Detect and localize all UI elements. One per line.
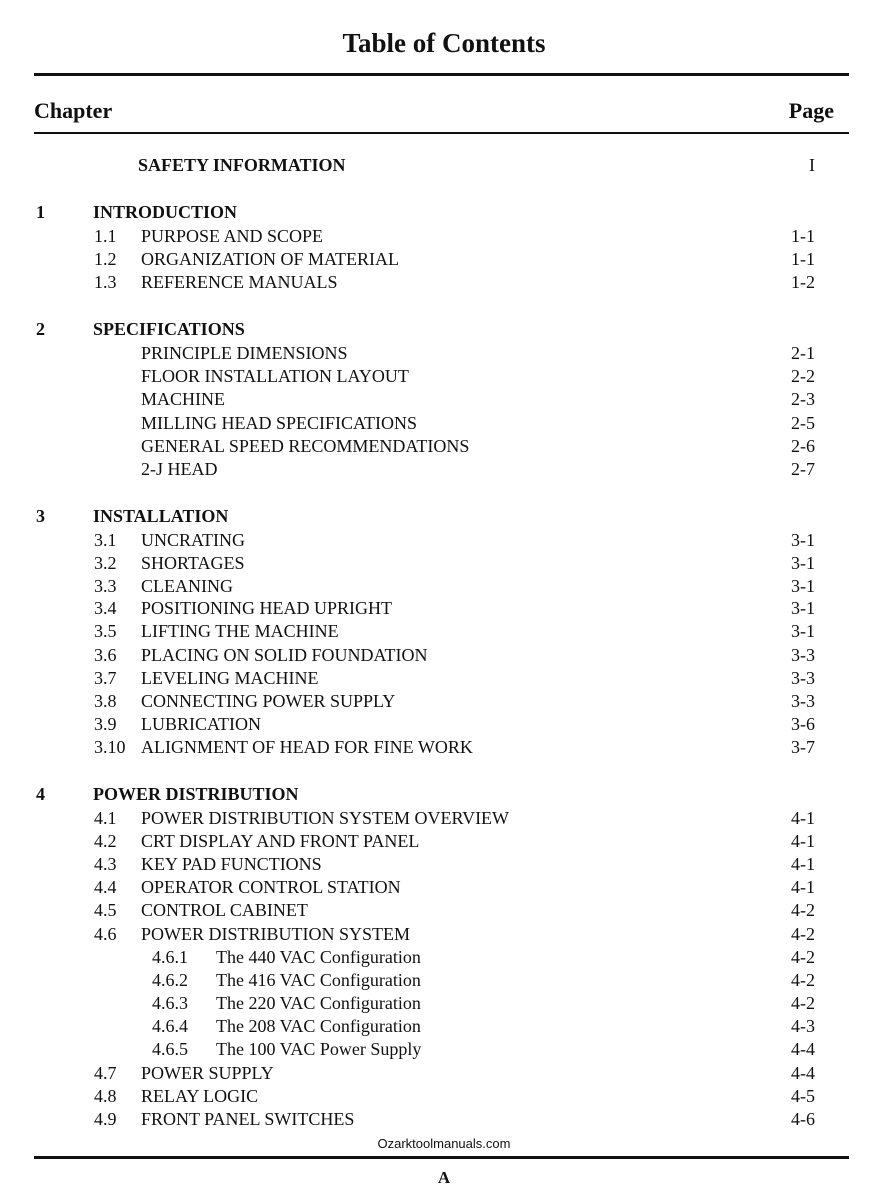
toc-section-row bbox=[94, 248, 815, 270]
toc-entry-page: 4-6 bbox=[791, 1109, 815, 1129]
footer-divider bbox=[34, 1156, 849, 1159]
toc-entry-number: 4.6.4 bbox=[152, 1016, 188, 1036]
toc-entry-number: 3 bbox=[36, 506, 45, 526]
toc-entry-title: KEY PAD FUNCTIONS bbox=[141, 854, 322, 874]
toc-section-row bbox=[94, 644, 815, 666]
toc-entry-title: MILLING HEAD SPECIFICATIONS bbox=[141, 413, 418, 433]
toc-entry-title: 2-J HEAD bbox=[141, 459, 218, 479]
toc-entry-number: 4.2 bbox=[94, 831, 117, 851]
toc-section-row bbox=[94, 597, 815, 619]
toc-entry-title: MACHINE bbox=[141, 389, 225, 409]
toc-entry-page: 2-3 bbox=[791, 389, 815, 409]
toc-entry-number: 4.6.2 bbox=[152, 970, 188, 990]
toc-entry-page: 4-1 bbox=[791, 831, 815, 851]
toc-entry-number: 1 bbox=[36, 202, 45, 222]
toc-entry-number: 4.6.5 bbox=[152, 1039, 188, 1059]
toc-entry-title: The 100 VAC Power Supply bbox=[216, 1039, 422, 1059]
toc-entry-title: CONTROL CABINET bbox=[141, 900, 308, 920]
toc-entry-page: 1-1 bbox=[791, 226, 815, 246]
toc-entry-number: 1.1 bbox=[94, 226, 117, 246]
toc-entry-number: 2 bbox=[36, 319, 45, 339]
toc-entry-number: 3.4 bbox=[94, 598, 117, 618]
toc-entry-title: The 220 VAC Configuration bbox=[216, 993, 421, 1013]
page-title: Table of Contents bbox=[342, 28, 546, 58]
header-divider bbox=[34, 132, 849, 134]
toc-entry-page: 2-5 bbox=[791, 413, 815, 433]
toc-chapter-row bbox=[36, 505, 815, 527]
toc-section-row bbox=[94, 435, 815, 457]
toc-entry-page: 4-2 bbox=[791, 993, 815, 1013]
toc-entry-number: 3.5 bbox=[94, 621, 117, 641]
toc-section-row bbox=[94, 713, 815, 735]
toc-entry-number: 3.8 bbox=[94, 691, 117, 711]
toc-entry-title: CRT DISPLAY AND FRONT PANEL bbox=[141, 831, 420, 851]
toc-entry-title: GENERAL SPEED RECOMMENDATIONS bbox=[141, 436, 470, 456]
toc-entry-page: 4-2 bbox=[791, 970, 815, 990]
toc-entry-title: LIFTING THE MACHINE bbox=[141, 621, 339, 641]
toc-entry-title: CLEANING bbox=[141, 576, 233, 596]
toc-entry-number: 4.9 bbox=[94, 1109, 117, 1129]
toc-entry-number: 3.9 bbox=[94, 714, 117, 734]
toc-section-row bbox=[94, 388, 815, 410]
toc-chapter-row bbox=[138, 154, 815, 176]
toc-section-row bbox=[94, 529, 815, 551]
toc-entry-title: INSTALLATION bbox=[93, 506, 229, 526]
toc-entry-number: 4.5 bbox=[94, 900, 117, 920]
toc-entry-title: PRINCIPLE DIMENSIONS bbox=[141, 343, 348, 363]
toc-subsection-row bbox=[152, 1015, 815, 1037]
toc-entry-page: 4-1 bbox=[791, 808, 815, 828]
toc-entry-title: RELAY LOGIC bbox=[141, 1086, 259, 1106]
toc-entry-title: CONNECTING POWER SUPPLY bbox=[141, 691, 396, 711]
toc-section-row bbox=[94, 575, 815, 597]
toc-section-row bbox=[94, 899, 815, 921]
toc-section-row bbox=[94, 412, 815, 434]
toc-entry-page: 4-5 bbox=[791, 1086, 815, 1106]
toc-subsection-row bbox=[152, 1038, 815, 1060]
toc-section-row bbox=[94, 1062, 815, 1084]
toc-entry-number: 3.3 bbox=[94, 576, 117, 596]
toc-section-row bbox=[94, 667, 815, 689]
toc-entry-page: 3-6 bbox=[791, 714, 815, 734]
toc-section-row bbox=[94, 853, 815, 875]
toc-entry-page: 3-3 bbox=[791, 668, 815, 688]
toc-entry-title: The 208 VAC Configuration bbox=[216, 1016, 421, 1036]
toc-entry-number: 3.7 bbox=[94, 668, 117, 688]
toc-entry-page: 3-1 bbox=[791, 598, 815, 618]
toc-entry-title: REFERENCE MANUALS bbox=[141, 272, 338, 292]
toc-entry-number: 4.8 bbox=[94, 1086, 117, 1106]
toc-entry-title: PURPOSE AND SCOPE bbox=[141, 226, 324, 246]
toc-entry-title: INTRODUCTION bbox=[93, 202, 238, 222]
toc-entry-title: POWER DISTRIBUTION SYSTEM bbox=[141, 924, 411, 944]
toc-entry-number: 4.1 bbox=[94, 808, 117, 828]
toc-chapter-row bbox=[36, 201, 815, 223]
toc-entry-title: POWER SUPPLY bbox=[141, 1063, 274, 1083]
toc-entry-page: 3-1 bbox=[791, 576, 815, 596]
toc-entry-title: POWER DISTRIBUTION bbox=[93, 784, 299, 804]
toc-entry-title: FLOOR INSTALLATION LAYOUT bbox=[141, 366, 409, 386]
toc-entry-title: POSITIONING HEAD UPRIGHT bbox=[141, 598, 392, 618]
toc-entry-title: The 440 VAC Configuration bbox=[216, 947, 421, 967]
toc-entry-number: 3.10 bbox=[94, 737, 126, 757]
toc-section-row bbox=[94, 271, 815, 293]
footer-website: Ozarktoolmanuals.com bbox=[377, 1136, 511, 1151]
toc-entry-number: 4.3 bbox=[94, 854, 117, 874]
toc-entry-number: 1.3 bbox=[94, 272, 117, 292]
toc-entry-number: 4.6.1 bbox=[152, 947, 188, 967]
toc-entry-page: 2-6 bbox=[791, 436, 815, 456]
toc-entry-page: 2-7 bbox=[791, 459, 815, 479]
toc-entry-title: LUBRICATION bbox=[141, 714, 261, 734]
toc-entry-title: LEVELING MACHINE bbox=[141, 668, 319, 688]
toc-chapter-row bbox=[36, 318, 815, 340]
toc-section-row bbox=[94, 365, 815, 387]
toc-entry-number: 1.2 bbox=[94, 249, 117, 269]
title-divider bbox=[34, 73, 849, 76]
toc-section-row bbox=[94, 1085, 815, 1107]
toc-entry-number: 4.4 bbox=[94, 877, 117, 897]
toc-subsection-row bbox=[152, 946, 815, 968]
toc-entry-page: I bbox=[809, 155, 815, 175]
toc-section-row bbox=[94, 807, 815, 829]
toc-entry-page: 4-4 bbox=[791, 1063, 815, 1083]
toc-section-row bbox=[94, 458, 815, 480]
toc-section-row bbox=[94, 690, 815, 712]
toc-entry-page: 2-1 bbox=[791, 343, 815, 363]
toc-entry-page: 3-1 bbox=[791, 553, 815, 573]
toc-section-row bbox=[94, 342, 815, 364]
toc-entry-title: The 416 VAC Configuration bbox=[216, 970, 421, 990]
toc-entry-title: ALIGNMENT OF HEAD FOR FINE WORK bbox=[141, 737, 473, 757]
toc-entry-number: 4.6 bbox=[94, 924, 117, 944]
toc-entry-page: 3-1 bbox=[791, 530, 815, 550]
toc-entry-title: SPECIFICATIONS bbox=[93, 319, 245, 339]
toc-entry-number: 3.6 bbox=[94, 645, 117, 665]
footer-page-label: A bbox=[437, 1168, 451, 1187]
toc-entry-title: SHORTAGES bbox=[141, 553, 245, 573]
toc-entry-number: 3.1 bbox=[94, 530, 117, 550]
toc-section-row bbox=[94, 552, 815, 574]
toc-entry-page: 4-2 bbox=[791, 924, 815, 944]
toc-entry-page: 3-3 bbox=[791, 691, 815, 711]
toc-entry-page: 3-1 bbox=[791, 621, 815, 641]
toc-entry-page: 4-3 bbox=[791, 1016, 815, 1036]
toc-entry-page: 4-1 bbox=[791, 877, 815, 897]
toc-entry-title: POWER DISTRIBUTION SYSTEM OVERVIEW bbox=[141, 808, 510, 828]
toc-entry-page: 3-3 bbox=[791, 645, 815, 665]
toc-chapter-row bbox=[36, 783, 815, 805]
toc-entry-title: UNCRATING bbox=[141, 530, 246, 550]
toc-entry-page: 3-7 bbox=[791, 737, 815, 757]
toc-section-row bbox=[94, 830, 815, 852]
toc-entry-number: 4 bbox=[36, 784, 45, 804]
toc-section-row bbox=[94, 876, 815, 898]
toc-subsection-row bbox=[152, 969, 815, 991]
toc-entry-page: 4-2 bbox=[791, 947, 815, 967]
chapter-column-header: Chapter bbox=[34, 98, 113, 123]
toc-section-row bbox=[94, 225, 815, 247]
toc-section-row bbox=[94, 923, 815, 945]
toc-entry-page: 4-2 bbox=[791, 900, 815, 920]
toc-section-row bbox=[94, 620, 815, 642]
toc-entry-number: 3.2 bbox=[94, 553, 117, 573]
toc-entry-number: 4.7 bbox=[94, 1063, 117, 1083]
toc-entry-number: 4.6.3 bbox=[152, 993, 188, 1013]
toc-section-row bbox=[94, 736, 815, 758]
toc-entry-title: ORGANIZATION OF MATERIAL bbox=[141, 249, 399, 269]
toc-entry-title: PLACING ON SOLID FOUNDATION bbox=[141, 645, 428, 665]
toc-entry-page: 4-4 bbox=[791, 1039, 815, 1059]
toc-entry-title: FRONT PANEL SWITCHES bbox=[141, 1109, 355, 1129]
toc-entry-page: 4-1 bbox=[791, 854, 815, 874]
toc-entry-title: SAFETY INFORMATION bbox=[138, 155, 346, 175]
toc-section-row bbox=[94, 1108, 815, 1130]
toc-entry-page: 1-2 bbox=[791, 272, 815, 292]
toc-entry-title: OPERATOR CONTROL STATION bbox=[141, 877, 401, 897]
toc-entry-page: 1-1 bbox=[791, 249, 815, 269]
page-column-header: Page bbox=[788, 98, 834, 123]
toc-subsection-row bbox=[152, 992, 815, 1014]
toc-entry-page: 2-2 bbox=[791, 366, 815, 386]
